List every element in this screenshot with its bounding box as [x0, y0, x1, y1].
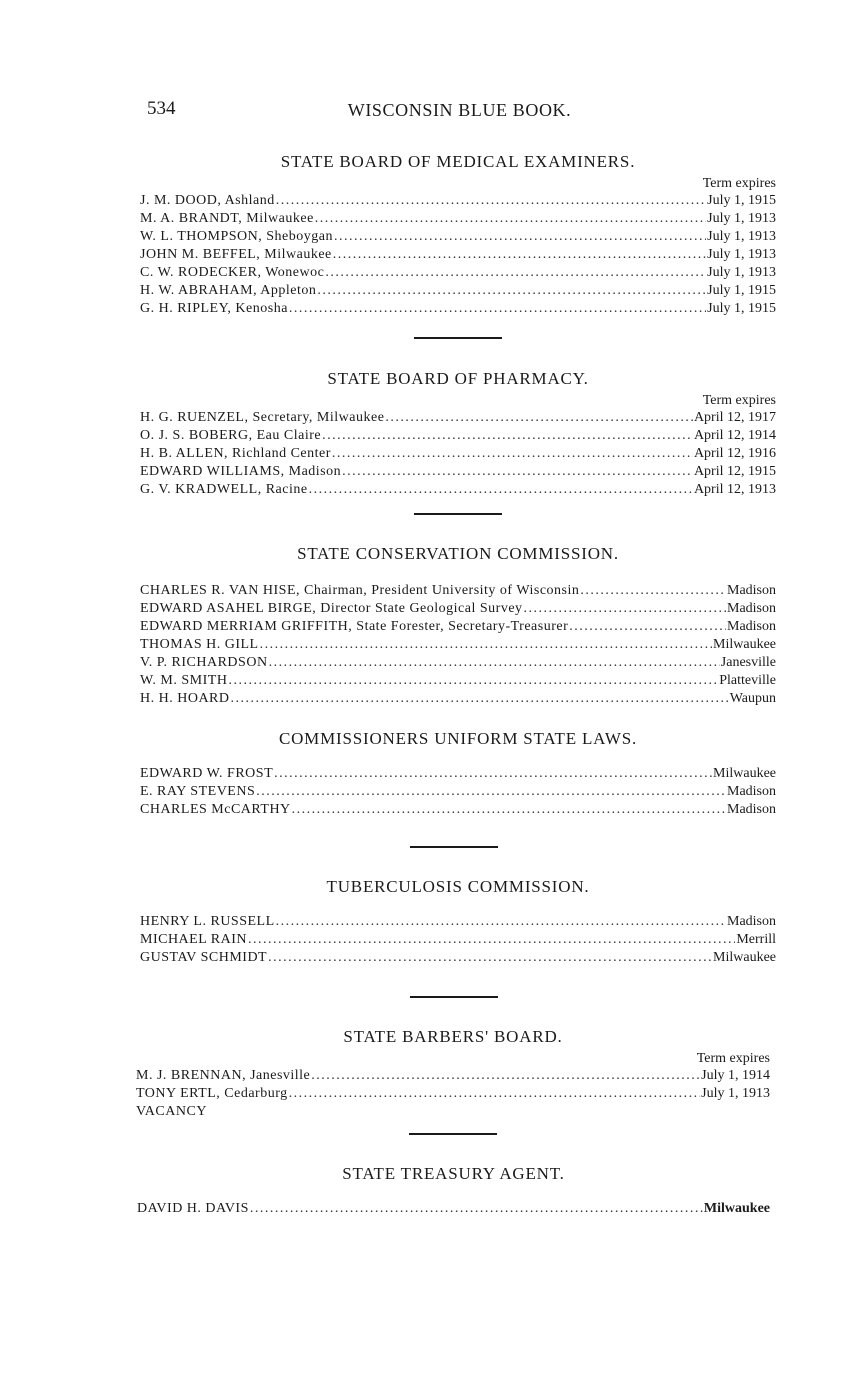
leader-dots — [248, 931, 735, 949]
member-name: M. J. BRENNAN, Janesville — [136, 1068, 311, 1083]
leader-dots — [580, 582, 726, 600]
list-item — [140, 931, 776, 949]
member-name: CHARLES R. VAN HISE, Chairman, President University of Wisconsin — [140, 583, 580, 598]
list-item — [140, 427, 776, 445]
leader-dots — [524, 600, 726, 618]
list-item — [140, 600, 776, 618]
term-date: April 12, 1917 — [693, 410, 776, 425]
list-item — [140, 300, 776, 318]
leader-dots — [569, 618, 726, 636]
section-medical-examiners — [140, 152, 776, 318]
member-name: H. G. RUENZEL, Secretary, Milwaukee — [140, 410, 385, 425]
member-name: W. L. THOMPSON, Sheboygan — [140, 229, 333, 244]
leader-dots — [317, 282, 706, 300]
leader-dots — [274, 765, 712, 783]
member-name: H. W. ABRAHAM, Appleton — [140, 283, 317, 298]
term-date: July 1, 1913 — [707, 265, 776, 280]
list-item — [140, 913, 776, 931]
residence: Milwaukee — [703, 1201, 770, 1216]
section-title: COMMISSIONERS UNIFORM STATE LAWS. — [278, 729, 638, 748]
term-date: April 12, 1916 — [693, 446, 776, 461]
term-date: July 1, 1914 — [701, 1068, 770, 1083]
list-item — [140, 618, 776, 636]
list-item — [140, 949, 776, 967]
member-name: CHARLES McCARTHY — [140, 802, 291, 817]
list-item — [140, 481, 776, 499]
section-treasury-agent — [137, 1164, 770, 1218]
member-name: V. P. RICHARDSON — [140, 655, 268, 670]
list-item — [140, 210, 776, 228]
list-item — [140, 765, 776, 783]
member-name: DAVID H. DAVIS — [137, 1201, 249, 1216]
member-name: G. H. RIPLEY, Kenosha — [140, 301, 288, 316]
member-name: THOMAS H. GILL — [140, 637, 259, 652]
section-pharmacy — [140, 369, 776, 499]
residence: Platteville — [719, 673, 776, 688]
member-name: JOHN M. BEFFEL, Milwaukee — [140, 247, 332, 262]
member-name: MICHAEL RAIN — [140, 932, 247, 947]
residence: Merrill — [736, 932, 776, 947]
term-date: July 1, 1913 — [707, 247, 776, 262]
member-name: EDWARD MERRIAM GRIFFITH, State Forester, Secretary-Treasurer — [140, 619, 569, 634]
leader-dots — [256, 783, 726, 801]
list-item — [140, 672, 776, 690]
leader-dots — [231, 690, 729, 708]
residence: Madison — [727, 583, 776, 598]
member-name: EDWARD WILLIAMS, Madison — [140, 464, 342, 479]
member-name: E. RAY STEVENS — [140, 784, 256, 799]
list-item — [140, 690, 776, 708]
section-uniform-laws — [140, 729, 776, 819]
term-date: July 1, 1913 — [707, 211, 776, 226]
residence: Milwaukee — [713, 766, 776, 781]
leader-dots — [311, 1067, 700, 1085]
term-date: July 1, 1915 — [707, 193, 776, 208]
section-title: STATE CONSERVATION COMMISSION. — [297, 544, 619, 563]
member-name: GUSTAV SCHMIDT — [140, 950, 268, 965]
term-date: July 1, 1913 — [707, 229, 776, 244]
member-name: EDWARD ASAHEL BIRGE, Director State Geological Survey — [140, 601, 523, 616]
leader-dots — [322, 427, 693, 445]
leader-dots — [268, 949, 712, 967]
leader-dots — [333, 246, 706, 264]
list-item — [140, 409, 776, 427]
residence: Milwaukee — [713, 637, 776, 652]
list-item — [140, 654, 776, 672]
leader-dots — [334, 228, 706, 246]
list-item — [136, 1085, 770, 1103]
member-name: J. M. DOOD, Ashland — [140, 193, 275, 208]
running-head: WISCONSIN BLUE BOOK. — [347, 100, 572, 120]
section-title: STATE BARBERS' BOARD. — [343, 1027, 563, 1046]
term-date: July 1, 1915 — [707, 301, 776, 316]
section-divider — [414, 337, 502, 339]
residence: Madison — [727, 601, 776, 616]
list-item — [140, 192, 776, 210]
leader-dots — [385, 409, 693, 427]
member-name: W. M. SMITH — [140, 673, 228, 688]
leader-dots — [228, 672, 718, 690]
list-item — [140, 582, 776, 600]
term-date: April 12, 1915 — [693, 464, 776, 479]
residence: Madison — [727, 914, 776, 929]
section-title: STATE BOARD OF PHARMACY. — [327, 369, 589, 388]
leader-dots — [269, 654, 720, 672]
member-name: G. V. KRADWELL, Racine — [140, 482, 308, 497]
member-name: C. W. RODECKER, Wonewoc — [140, 265, 325, 280]
list-item — [140, 783, 776, 801]
section-divider — [409, 1133, 497, 1135]
leader-dots — [342, 463, 693, 481]
list-item-vacancy — [136, 1103, 770, 1121]
term-date: July 1, 1913 — [701, 1086, 770, 1101]
section-title: STATE TREASURY AGENT. — [342, 1164, 565, 1183]
list-item — [140, 246, 776, 264]
section-conservation — [140, 544, 776, 708]
list-item — [140, 445, 776, 463]
leader-dots — [289, 1085, 701, 1103]
residence: Madison — [727, 784, 776, 799]
residence: Janesville — [720, 655, 776, 670]
list-item — [140, 282, 776, 300]
leader-dots — [276, 913, 726, 931]
residence: Madison — [727, 802, 776, 817]
vacancy-label: VACANCY — [136, 1104, 207, 1119]
leader-dots — [325, 264, 706, 282]
list-item — [140, 636, 776, 654]
member-name: O. J. S. BOBERG, Eau Claire — [140, 428, 322, 443]
leader-dots — [250, 1200, 703, 1218]
section-title: TUBERCULOSIS COMMISSION. — [326, 877, 590, 896]
section-divider — [410, 846, 498, 848]
term-header: Term expires — [702, 176, 776, 191]
list-item — [140, 228, 776, 246]
leader-dots — [289, 300, 706, 318]
residence: Milwaukee — [713, 950, 776, 965]
member-name: H. B. ALLEN, Richland Center — [140, 446, 331, 461]
member-name: M. A. BRANDT, Milwaukee — [140, 211, 314, 226]
member-name: H. H. HOARD — [140, 691, 230, 706]
section-divider — [410, 996, 498, 998]
section-divider — [414, 513, 502, 515]
leader-dots — [292, 801, 726, 819]
term-date: April 12, 1914 — [693, 428, 776, 443]
residence: Waupun — [729, 691, 776, 706]
member-name: EDWARD W. FROST — [140, 766, 274, 781]
term-date: July 1, 1915 — [707, 283, 776, 298]
term-header: Term expires — [696, 1051, 770, 1066]
list-item — [137, 1200, 770, 1218]
residence: Madison — [727, 619, 776, 634]
member-name: HENRY L. RUSSELL — [140, 914, 275, 929]
section-tuberculosis — [140, 877, 776, 967]
leader-dots — [260, 636, 712, 654]
list-item — [136, 1067, 770, 1085]
leader-dots — [332, 445, 693, 463]
leader-dots — [309, 481, 693, 499]
member-name: TONY ERTL, Cedarburg — [136, 1086, 288, 1101]
list-item — [140, 801, 776, 819]
list-item — [140, 463, 776, 481]
term-header: Term expires — [702, 393, 776, 408]
page-number: 534 — [147, 98, 176, 119]
leader-dots — [315, 210, 706, 228]
term-date: April 12, 1913 — [693, 482, 776, 497]
section-title: STATE BOARD OF MEDICAL EXAMINERS. — [280, 152, 636, 171]
section-barbers — [136, 1027, 770, 1121]
list-item — [140, 264, 776, 282]
leader-dots — [276, 192, 706, 210]
